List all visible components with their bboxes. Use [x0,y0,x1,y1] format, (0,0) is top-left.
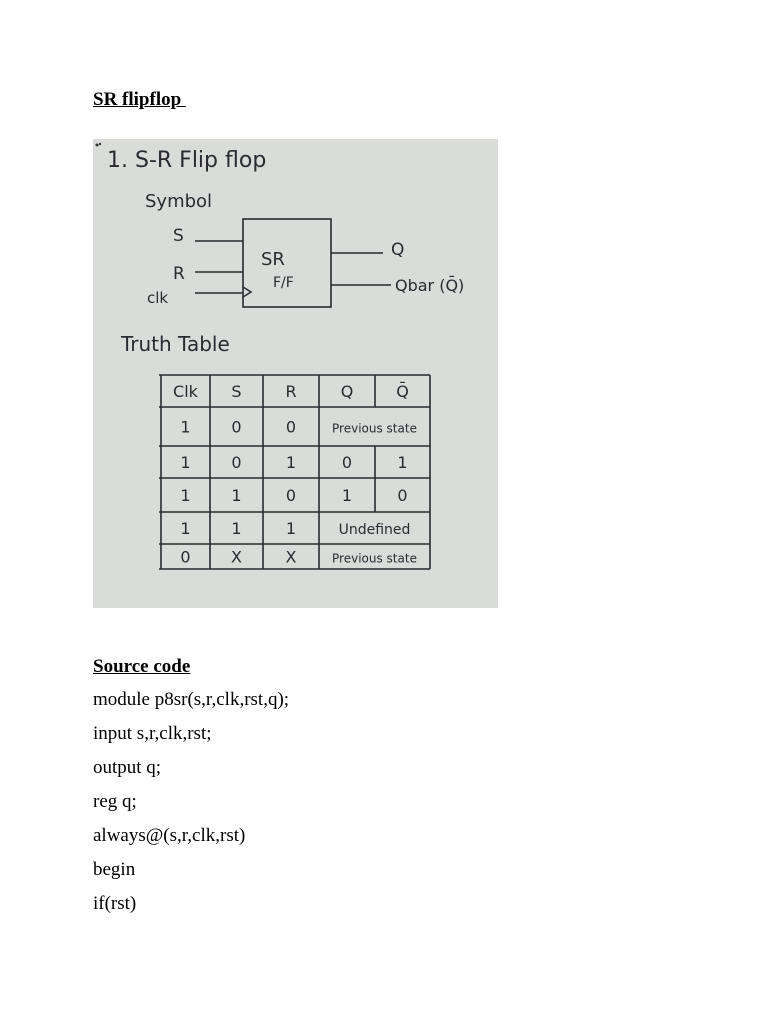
table-cell: 0 [285,486,297,505]
table-cell: 1 [180,486,191,505]
table-cell: 0 [231,453,242,472]
table-merged-cell: Previous state [332,551,417,566]
table-header-cell: S [231,382,242,401]
input-s: S [173,226,184,246]
output-qbar: Qbar (Q̄) [395,276,465,295]
table-header-cell: R [285,382,297,401]
code-line: if(rst) [93,893,137,914]
table-cell: 1 [180,417,191,437]
table-cell: 1 [341,486,353,505]
table-header-cell: Clk [173,382,198,401]
code-line: begin [93,859,136,880]
block-sub: F/F [273,275,294,291]
table-cell: 1 [231,486,242,505]
page-title: SR flipflop [93,89,186,110]
truth-table-label: Truth Table [121,332,230,356]
symbol-label: Symbol [145,191,213,212]
table-cell: X [285,547,297,567]
table-cell: 0 [180,547,191,567]
table-cell: 0 [341,453,353,472]
table-header-cell: Q̄ [396,382,409,401]
table-cell: 0 [231,417,242,437]
table-cell: 1 [285,519,297,538]
code-line: output q; [93,757,162,778]
table-cell: 0 [397,486,408,505]
table-merged-cell: Undefined [338,522,411,538]
code-line: module p8sr(s,r,clk,rst,q); [93,689,290,710]
handwritten-notes-drawing [93,139,498,608]
code-line: reg q; [93,791,137,812]
output-q: Q [391,240,405,260]
source-code-heading: Source code [93,656,191,677]
input-r: R [173,264,185,284]
handwritten-notes-photo [93,139,498,608]
input-clk: clk [147,289,169,307]
table-cell: 1 [285,453,297,472]
table-cell: 1 [180,519,191,538]
source-code-block [93,687,289,925]
table-cell: 1 [397,453,408,472]
table-cell: X [231,547,242,567]
table-cell: 0 [285,417,297,437]
table-cell: 1 [180,453,191,472]
code-line: input s,r,clk,rst; [93,723,212,744]
notes-heading: 1. S-R Flip flop [107,148,267,173]
block-name: SR [261,249,285,270]
table-cell: 1 [231,519,242,538]
table-merged-cell: Previous state [332,421,417,436]
table-header-cell: Q [340,382,354,401]
code-line: always@(s,r,clk,rst) [93,825,246,846]
